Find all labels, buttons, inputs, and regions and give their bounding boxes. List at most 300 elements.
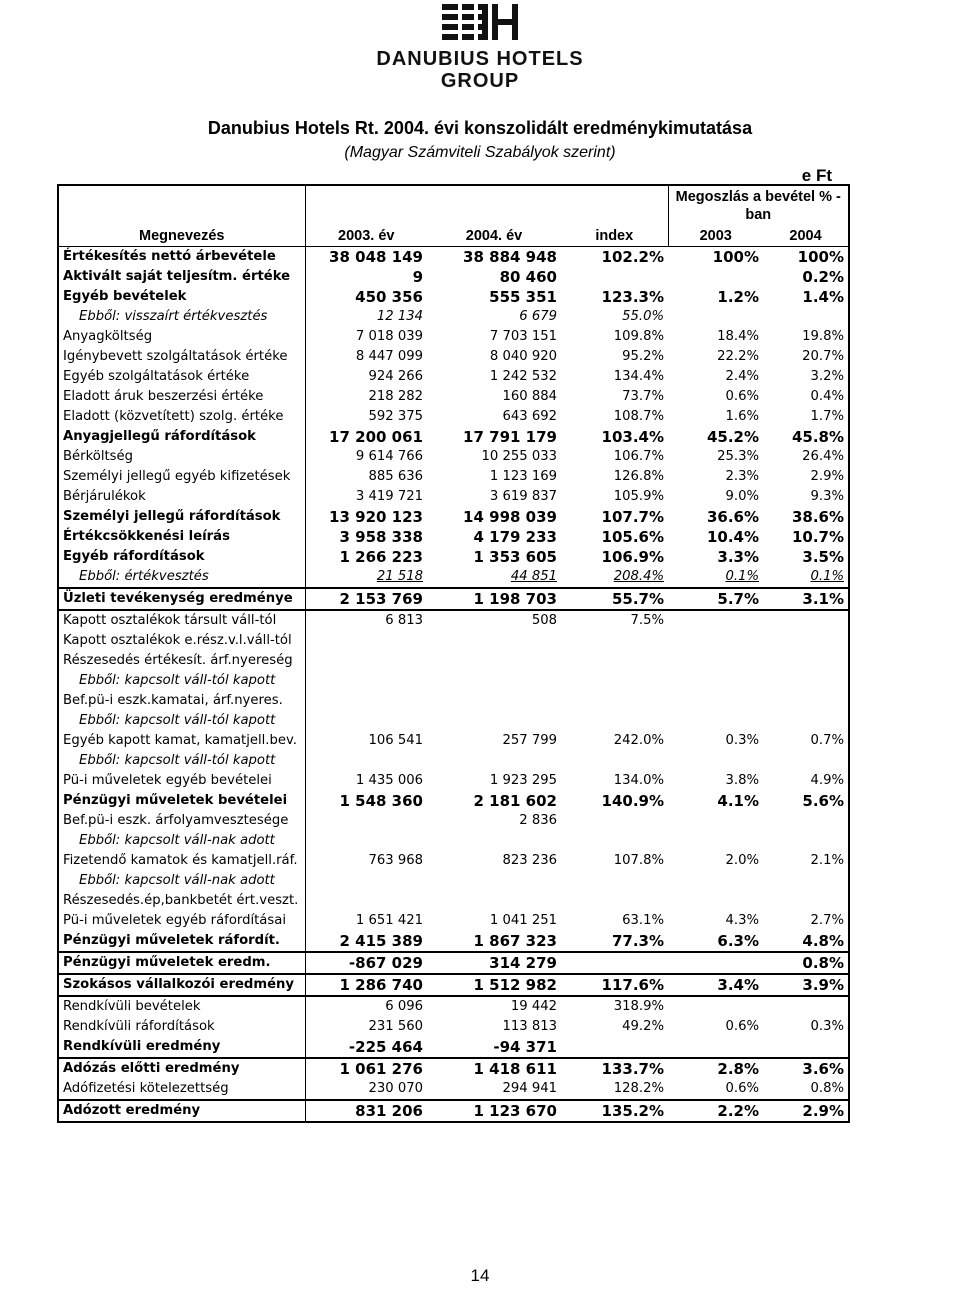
row-label: Anyagjellegű ráfordítások xyxy=(58,427,305,447)
pct-2004: 4.9% xyxy=(763,771,849,791)
value-2003: 592 375 xyxy=(368,409,423,424)
value-2003: 8 447 099 xyxy=(355,349,423,364)
pct-2004 xyxy=(763,307,849,327)
value-index: 117.6% xyxy=(561,974,668,996)
column-header-dist-2004: 2004 xyxy=(763,226,849,247)
pct-2004: 20.7% xyxy=(763,347,849,367)
row-label: Ebből: értékvesztés xyxy=(58,567,305,588)
value-2004 xyxy=(427,691,561,711)
table-row xyxy=(58,307,849,327)
row-label: Pü-i műveletek egyéb ráfordításai xyxy=(58,911,305,931)
value-index: 318.9% xyxy=(613,999,664,1014)
table-row xyxy=(58,527,849,547)
value-2004: 10 255 033 xyxy=(481,449,557,464)
pct-2003: 9.0% xyxy=(725,489,759,504)
table-row xyxy=(58,631,849,651)
value-2004: 7 703 151 xyxy=(489,329,557,344)
value-2003: -225 464 xyxy=(348,1038,423,1056)
value-2004: 294 941 xyxy=(502,1081,557,1096)
column-header-index: index xyxy=(595,228,634,244)
value-index: 109.8% xyxy=(613,329,664,344)
table-row xyxy=(58,1058,849,1079)
table-row xyxy=(58,1017,849,1037)
pct-2004: 5.6% xyxy=(763,791,849,811)
value-2004 xyxy=(427,671,561,691)
pct-2003 xyxy=(668,871,763,891)
pct-2003 xyxy=(668,691,763,711)
value-index: 73.7% xyxy=(622,389,664,404)
value-2003 xyxy=(305,831,427,851)
pct-2003: 4.3% xyxy=(725,913,759,928)
value-2004: 823 236 xyxy=(502,853,557,868)
row-label: Bérköltség xyxy=(58,447,305,467)
pct-2003: 3.4% xyxy=(668,974,763,996)
value-index: 242.0% xyxy=(613,733,664,748)
value-index: 103.4% xyxy=(601,428,664,446)
table-row xyxy=(58,347,849,367)
pct-2003: 4.1% xyxy=(717,792,759,810)
row-label: Egyéb ráfordítások xyxy=(58,547,305,567)
value-index: 105.6% xyxy=(601,528,664,546)
value-2003: 450 356 xyxy=(355,288,423,306)
value-2003: 3 419 721 xyxy=(355,489,423,504)
value-2004: 2 181 602 xyxy=(473,792,557,810)
pct-2003 xyxy=(668,267,763,287)
value-2004: 3 619 837 xyxy=(489,489,557,504)
value-2003: 763 968 xyxy=(368,853,423,868)
row-label: Értékcsökkenési leírás xyxy=(58,527,305,547)
row-label: Ebből: kapcsolt váll-nak adott xyxy=(58,831,305,851)
page-number: 14 xyxy=(470,1266,490,1285)
value-2003: 9 xyxy=(412,268,423,286)
value-index xyxy=(561,671,668,691)
pct-2004 xyxy=(763,891,849,911)
pct-2004: 0.2% xyxy=(763,267,849,287)
value-index: 95.2% xyxy=(622,349,664,364)
pct-2004 xyxy=(763,651,849,671)
value-2003: 1 548 360 xyxy=(339,792,423,810)
value-2003: 1 061 276 xyxy=(305,1058,427,1079)
column-header-name: Megnevezés xyxy=(58,185,305,247)
row-label: Kapott osztalékok e.rész.v.l.váll-tól xyxy=(58,631,305,651)
value-index: 102.2% xyxy=(601,248,664,266)
value-index: 134.0% xyxy=(613,773,664,788)
row-label: Pénzügyi műveletek eredm. xyxy=(58,952,305,974)
pct-2003: 2.8% xyxy=(668,1058,763,1079)
value-2003: 6 813 xyxy=(385,613,423,628)
row-label: Ebből: kapcsolt váll-tól kapott xyxy=(58,671,305,691)
value-2004: 1 353 605 xyxy=(473,548,557,566)
pct-2003 xyxy=(668,1037,763,1058)
value-2004: 8 040 920 xyxy=(489,349,557,364)
row-label: Pü-i műveletek egyéb bevételei xyxy=(58,771,305,791)
value-2004: 1 867 323 xyxy=(473,932,557,950)
pct-2004: 1.4% xyxy=(763,287,849,307)
row-label: Bef.pü-i eszk. árfolyamvesztesége xyxy=(58,811,305,831)
pct-2004: 3.6% xyxy=(763,1058,849,1079)
table-row xyxy=(58,771,849,791)
value-index: 55.0% xyxy=(622,309,664,324)
table-row xyxy=(58,1100,849,1122)
pct-2004: 9.3% xyxy=(763,487,849,507)
value-index: 77.3% xyxy=(611,932,664,950)
row-label: Rendkívüli eredmény xyxy=(58,1037,305,1058)
table-row xyxy=(58,327,849,347)
value-index: 123.3% xyxy=(601,288,664,306)
value-2004: 17 791 179 xyxy=(463,428,557,446)
value-2004: 1 512 982 xyxy=(427,974,561,996)
pct-2004: 3.5% xyxy=(763,547,849,567)
table-row xyxy=(58,891,849,911)
value-index: 135.2% xyxy=(561,1100,668,1122)
pct-2003 xyxy=(668,811,763,831)
pct-2003: 2.3% xyxy=(725,469,759,484)
table-row xyxy=(58,588,849,610)
table-row xyxy=(58,952,849,974)
value-index xyxy=(561,871,668,891)
table-row xyxy=(58,911,849,931)
value-index: 107.8% xyxy=(613,853,664,868)
value-2003: 2 415 389 xyxy=(339,932,423,950)
table-row xyxy=(58,427,849,447)
table-row xyxy=(58,871,849,891)
pct-2004 xyxy=(763,831,849,851)
value-index xyxy=(561,891,668,911)
value-2003 xyxy=(305,671,427,691)
pct-2003: 2.4% xyxy=(725,369,759,384)
table-row xyxy=(58,791,849,811)
row-label: Bérjárulékok xyxy=(58,487,305,507)
value-2003: 6 096 xyxy=(385,999,423,1014)
value-2003: 21 518 xyxy=(376,569,423,584)
table-row xyxy=(58,1037,849,1058)
table-row xyxy=(58,247,849,268)
table-row xyxy=(58,711,849,731)
row-label: Rendkívüli bevételek xyxy=(58,996,305,1017)
value-2004: 314 279 xyxy=(427,952,561,974)
table-row xyxy=(58,267,849,287)
value-2004: 160 884 xyxy=(502,389,557,404)
value-2004: 44 851 xyxy=(510,569,557,584)
value-2003 xyxy=(305,871,427,891)
pct-2004 xyxy=(763,751,849,771)
value-index: 55.7% xyxy=(561,588,668,610)
pct-2003 xyxy=(668,831,763,851)
value-index: 105.9% xyxy=(613,489,664,504)
table-row xyxy=(58,731,849,751)
pct-2004: 38.6% xyxy=(763,507,849,527)
table-row xyxy=(58,447,849,467)
value-2004: 1 923 295 xyxy=(489,773,557,788)
pct-2003: 0.6% xyxy=(725,1019,759,1034)
row-label: Részesedés.ép,bankbetét ért.veszt. xyxy=(58,891,305,911)
value-index xyxy=(561,691,668,711)
value-2003: 831 206 xyxy=(305,1100,427,1122)
row-label: Üzleti tevékenység eredménye xyxy=(58,588,305,610)
table-row xyxy=(58,507,849,527)
pct-2003: 0.3% xyxy=(725,733,759,748)
value-index xyxy=(561,1037,668,1058)
pct-2003 xyxy=(668,671,763,691)
column-header-distribution: Megoszlás a bevétel % - ban xyxy=(668,185,849,226)
pct-2003: 3.8% xyxy=(725,773,759,788)
pct-2003: 45.2% xyxy=(706,428,759,446)
pct-2003: 2.0% xyxy=(725,853,759,868)
pct-2004: 0.4% xyxy=(763,387,849,407)
value-2003: 2 153 769 xyxy=(305,588,427,610)
pct-2004: 0.1% xyxy=(763,567,849,588)
page-title: Danubius Hotels Rt. 2004. évi konszolidált eredménykimutatása xyxy=(207,118,753,138)
value-2004: 80 460 xyxy=(499,268,557,286)
value-2004: 4 179 233 xyxy=(473,528,557,546)
table-row xyxy=(58,831,849,851)
table-row xyxy=(58,651,849,671)
logo-text-line2: GROUP xyxy=(440,70,520,92)
value-index: 108.7% xyxy=(613,409,664,424)
row-label: Kapott osztalékok társult váll-tól xyxy=(58,610,305,631)
value-index xyxy=(561,751,668,771)
pct-2004: 0.7% xyxy=(763,731,849,751)
value-2004 xyxy=(427,751,561,771)
table-row xyxy=(58,691,849,711)
pct-2003: 0.6% xyxy=(725,389,759,404)
table-row xyxy=(58,1079,849,1100)
value-2003 xyxy=(305,891,427,911)
value-index: 7.5% xyxy=(630,613,664,628)
value-2003 xyxy=(305,691,427,711)
pct-2003: 25.3% xyxy=(717,449,759,464)
value-index xyxy=(561,711,668,731)
table-row xyxy=(58,751,849,771)
value-2004: 643 692 xyxy=(502,409,557,424)
table-row xyxy=(58,387,849,407)
value-2003: 38 048 149 xyxy=(329,248,423,266)
row-label: Személyi jellegű egyéb kifizetések xyxy=(58,467,305,487)
value-index: 133.7% xyxy=(561,1058,668,1079)
value-index: 208.4% xyxy=(613,569,664,584)
value-2004 xyxy=(427,891,561,911)
unit-label: e Ft xyxy=(801,166,832,185)
value-2004: 6 679 xyxy=(519,309,557,324)
table-row xyxy=(58,547,849,567)
value-2003 xyxy=(305,811,427,831)
pct-2003: 1.2% xyxy=(717,288,759,306)
row-label: Adófizetési kötelezettség xyxy=(58,1079,305,1100)
value-2003: 924 266 xyxy=(368,369,423,384)
row-label: Adózás előtti eredmény xyxy=(58,1058,305,1079)
value-2003: 3 958 338 xyxy=(339,528,423,546)
company-logo xyxy=(358,2,602,92)
pct-2004: 0.8% xyxy=(763,952,849,974)
value-2003: 1 286 740 xyxy=(305,974,427,996)
row-label: Pénzügyi műveletek ráfordít. xyxy=(58,931,305,952)
pct-2004 xyxy=(763,671,849,691)
value-2004 xyxy=(427,711,561,731)
pct-2004: 2.9% xyxy=(763,467,849,487)
column-header-dist-2003: 2003 xyxy=(668,226,763,247)
table-row xyxy=(58,974,849,996)
value-index xyxy=(561,651,668,671)
value-2004: 1 198 703 xyxy=(427,588,561,610)
value-2003: 231 560 xyxy=(368,1019,423,1034)
pct-2003: 0.6% xyxy=(725,1081,759,1096)
value-index: 107.7% xyxy=(601,508,664,526)
row-label: Eladott áruk beszerzési értéke xyxy=(58,387,305,407)
value-2003: 9 614 766 xyxy=(355,449,423,464)
pct-2004: 2.9% xyxy=(763,1100,849,1122)
pct-2004 xyxy=(763,610,849,631)
pct-2003: 5.7% xyxy=(668,588,763,610)
pct-2004 xyxy=(763,811,849,831)
value-index: 128.2% xyxy=(613,1081,664,1096)
value-2003: 218 282 xyxy=(368,389,423,404)
pct-2004: 26.4% xyxy=(763,447,849,467)
pct-2004: 10.7% xyxy=(763,527,849,547)
pct-2004 xyxy=(763,1037,849,1058)
pct-2003: 3.3% xyxy=(717,548,759,566)
table-row xyxy=(58,610,849,631)
value-index: 134.4% xyxy=(613,369,664,384)
row-label: Rendkívüli ráfordítások xyxy=(58,1017,305,1037)
row-label: Egyéb szolgáltatások értéke xyxy=(58,367,305,387)
table-row xyxy=(58,811,849,831)
pct-2003 xyxy=(668,651,763,671)
row-label: Ebből: kapcsolt váll-tól kapott xyxy=(58,711,305,731)
value-index xyxy=(561,631,668,651)
row-label: Ebből: kapcsolt váll-nak adott xyxy=(58,871,305,891)
value-2003 xyxy=(305,631,427,651)
pct-2003: 18.4% xyxy=(717,329,759,344)
pct-2003: 10.4% xyxy=(706,528,759,546)
value-2003: 1 266 223 xyxy=(339,548,423,566)
pct-2004: 100% xyxy=(763,247,849,268)
row-label: Pénzügyi műveletek bevételei xyxy=(58,791,305,811)
pct-2004: 19.8% xyxy=(763,327,849,347)
value-index xyxy=(561,952,668,974)
row-label: Aktivált saját teljesítm. értéke xyxy=(58,267,305,287)
table-row xyxy=(58,287,849,307)
pct-2004 xyxy=(763,996,849,1017)
pct-2004 xyxy=(763,631,849,651)
pct-2004: 3.2% xyxy=(763,367,849,387)
row-label: Ebből: visszaírt értékvesztés xyxy=(58,307,305,327)
value-2003: 12 134 xyxy=(376,309,423,324)
pct-2004: 4.8% xyxy=(763,931,849,952)
value-2003: 1 435 006 xyxy=(355,773,423,788)
value-index: 106.9% xyxy=(601,548,664,566)
value-index xyxy=(561,267,668,287)
value-index xyxy=(561,831,668,851)
pct-2003: 1.6% xyxy=(725,409,759,424)
pct-2003 xyxy=(668,952,763,974)
value-2003: 13 920 123 xyxy=(329,508,423,526)
page-subtitle: (Magyar Számviteli Szabályok szerint) xyxy=(344,144,616,161)
value-2004: 1 242 532 xyxy=(489,369,557,384)
pct-2004: 45.8% xyxy=(763,427,849,447)
row-label: Részesedés értékesít. árf.nyereség xyxy=(58,651,305,671)
column-header-2003: 2003. év xyxy=(338,228,395,244)
value-2003: -867 029 xyxy=(305,952,427,974)
value-2004: 257 799 xyxy=(502,733,557,748)
table-row xyxy=(58,487,849,507)
value-2003 xyxy=(305,651,427,671)
pct-2004: 0.3% xyxy=(763,1017,849,1037)
value-2004: 1 041 251 xyxy=(489,913,557,928)
value-2004: 2 836 xyxy=(519,813,557,828)
value-2004: 38 884 948 xyxy=(463,248,557,266)
row-label: Egyéb bevételek xyxy=(58,287,305,307)
value-2004: 1 123 670 xyxy=(427,1100,561,1122)
pct-2003: 36.6% xyxy=(706,508,759,526)
pct-2004 xyxy=(763,691,849,711)
value-2004 xyxy=(427,871,561,891)
table-row xyxy=(58,567,849,588)
table-row xyxy=(58,407,849,427)
value-2003 xyxy=(305,751,427,771)
pct-2003 xyxy=(668,996,763,1017)
income-statement-table xyxy=(57,184,850,1123)
value-2004: 1 123 169 xyxy=(489,469,557,484)
row-label: Szokásos vállalkozói eredmény xyxy=(58,974,305,996)
value-2004: 19 442 xyxy=(510,999,557,1014)
table-row xyxy=(58,467,849,487)
pct-2003: 22.2% xyxy=(717,349,759,364)
table-row xyxy=(58,367,849,387)
value-2004: 555 351 xyxy=(489,288,557,306)
value-2003: 1 651 421 xyxy=(355,913,423,928)
pct-2004: 2.7% xyxy=(763,911,849,931)
value-index: 140.9% xyxy=(601,792,664,810)
row-label: Személyi jellegű ráfordítások xyxy=(58,507,305,527)
table-row xyxy=(58,671,849,691)
table-row xyxy=(58,931,849,952)
table-row xyxy=(58,996,849,1017)
value-index: 126.8% xyxy=(613,469,664,484)
pct-2003 xyxy=(668,891,763,911)
row-label: Ebből: kapcsolt váll-tól kapott xyxy=(58,751,305,771)
row-label: Adózott eredmény xyxy=(58,1100,305,1122)
pct-2003 xyxy=(668,711,763,731)
value-index: 106.7% xyxy=(613,449,664,464)
pct-2003: 100% xyxy=(712,248,759,266)
logo-mark-icon xyxy=(358,2,602,44)
pct-2004: 2.1% xyxy=(763,851,849,871)
pct-2004: 1.7% xyxy=(763,407,849,427)
value-2004: 1 418 611 xyxy=(427,1058,561,1079)
pct-2004: 0.8% xyxy=(763,1079,849,1100)
pct-2003 xyxy=(668,610,763,631)
pct-2003 xyxy=(668,631,763,651)
row-label: Bef.pü-i eszk.kamatai, árf.nyeres. xyxy=(58,691,305,711)
value-index: 49.2% xyxy=(622,1019,664,1034)
pct-2004: 3.1% xyxy=(763,588,849,610)
value-2004: 14 998 039 xyxy=(463,508,557,526)
row-label: Egyéb kapott kamat, kamatjell.bev. xyxy=(58,731,305,751)
value-index xyxy=(561,811,668,831)
pct-2003: 6.3% xyxy=(717,932,759,950)
value-2003: 885 636 xyxy=(368,469,423,484)
table-row xyxy=(58,851,849,871)
pct-2003 xyxy=(668,307,763,327)
value-2004 xyxy=(427,831,561,851)
pct-2004 xyxy=(763,871,849,891)
value-2003: 106 541 xyxy=(368,733,423,748)
logo-text-line1: DANUBIUS HOTELS xyxy=(376,48,584,70)
value-2003 xyxy=(305,711,427,731)
row-label: Anyagköltség xyxy=(58,327,305,347)
row-label: Fizetendő kamatok és kamatjell.ráf. xyxy=(58,851,305,871)
value-2003: 230 070 xyxy=(368,1081,423,1096)
